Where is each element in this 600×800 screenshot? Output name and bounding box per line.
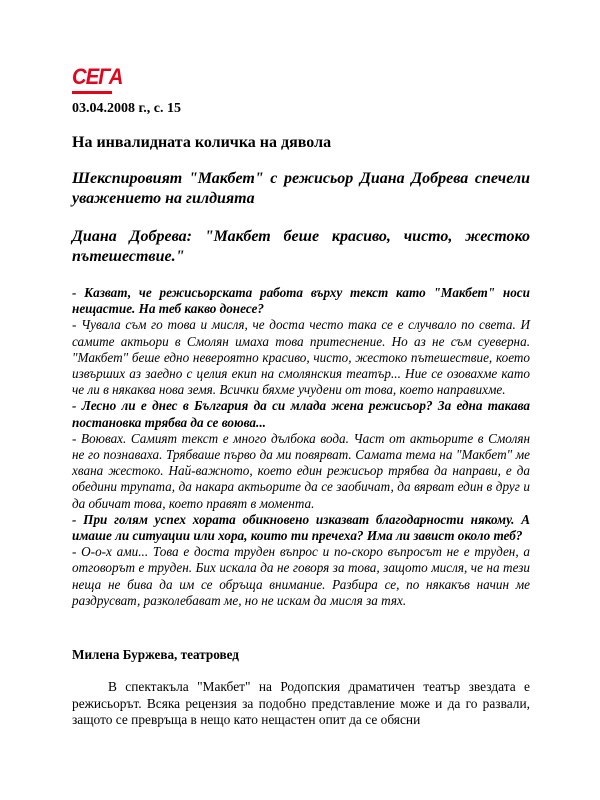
- logo-text: СЕГА: [72, 64, 123, 89]
- date-line: 03.04.2008 г., с. 15: [72, 101, 181, 116]
- interview-question: - Лесно ли е днес в България да си млада жена режисьор? За една такава постановка трябва да се воюва...: [72, 398, 530, 430]
- interview-question: - При голям успех хората обикновено изказват благодарности някому. А имаше ли ситуации или хора, които ти пречеха? Има ли завист около теб?: [72, 511, 530, 544]
- review-author: Милена Буржева, театровед: [72, 647, 239, 663]
- document-page: [72, 64, 530, 729]
- article-subtitle-1: Шекспировият "Макбет" с режисьор Диана Добрева спечели уважението на гилдията: [72, 170, 530, 207]
- interview: [72, 285, 530, 609]
- interview-answer: - О-о-х ами... Това е доста труден въпрос и по-скоро въпросът не е труден, а отговорът е труден. Бих искала да не говоря за това, защото мисля, че на тези неща не бива да им се обръща внимание. Разбира се, по някакъв начин ме раздрусват, разколебават ме, но не искам да мисля за тях.: [72, 544, 530, 608]
- review-paragraph: В спектакъла "Макбет" на Родопския драматичен театър звездата е режисьорът. Всяка рецензия за подобно представление може и да го развали, защото се превръща в нещо като нещастен опит да се обясни: [72, 679, 530, 728]
- interview-answer: - Воювах. Самият текст е много дълбока вода. Част от актьорите в Смолян не го познаваха. Трябваше първо да ми повярват. Самата тема на "Макбет" ме хвана жестоко. Най-важното, което един режисьор трябва да направи, е да обедини трупата, да накара актьорите да се заобичат, да вярват един в друг и да обичат това, което правят в момента.: [72, 430, 530, 511]
- interview-answer: - Чувала съм го това и мисля, че доста често така се е случвало по света. И самите актьори в Смолян имаха това притеснение. Но аз не съм суеверна. "Макбет" беше едно невероятно красиво, чисто, жестоко пътешествие, което извърших аз заедно с целия екип на смолянския театър... Ние се озовахме като че ли в някаква нова земя. Всички бяхме учудени от това, което направихме.: [72, 317, 530, 398]
- logo-underline: [72, 91, 112, 94]
- sega-logo: [72, 64, 123, 96]
- article-subtitle-2: Диана Добрева: "Макбет беше красиво, чисто, жестоко пътешествие.": [72, 228, 530, 265]
- interview-question: - Казват, че режисьорската работа върху текст като "Макбет" носи нещастие. На теб какво донесе?: [72, 285, 530, 317]
- article-title: На инвалидната количка на дявола: [72, 134, 332, 151]
